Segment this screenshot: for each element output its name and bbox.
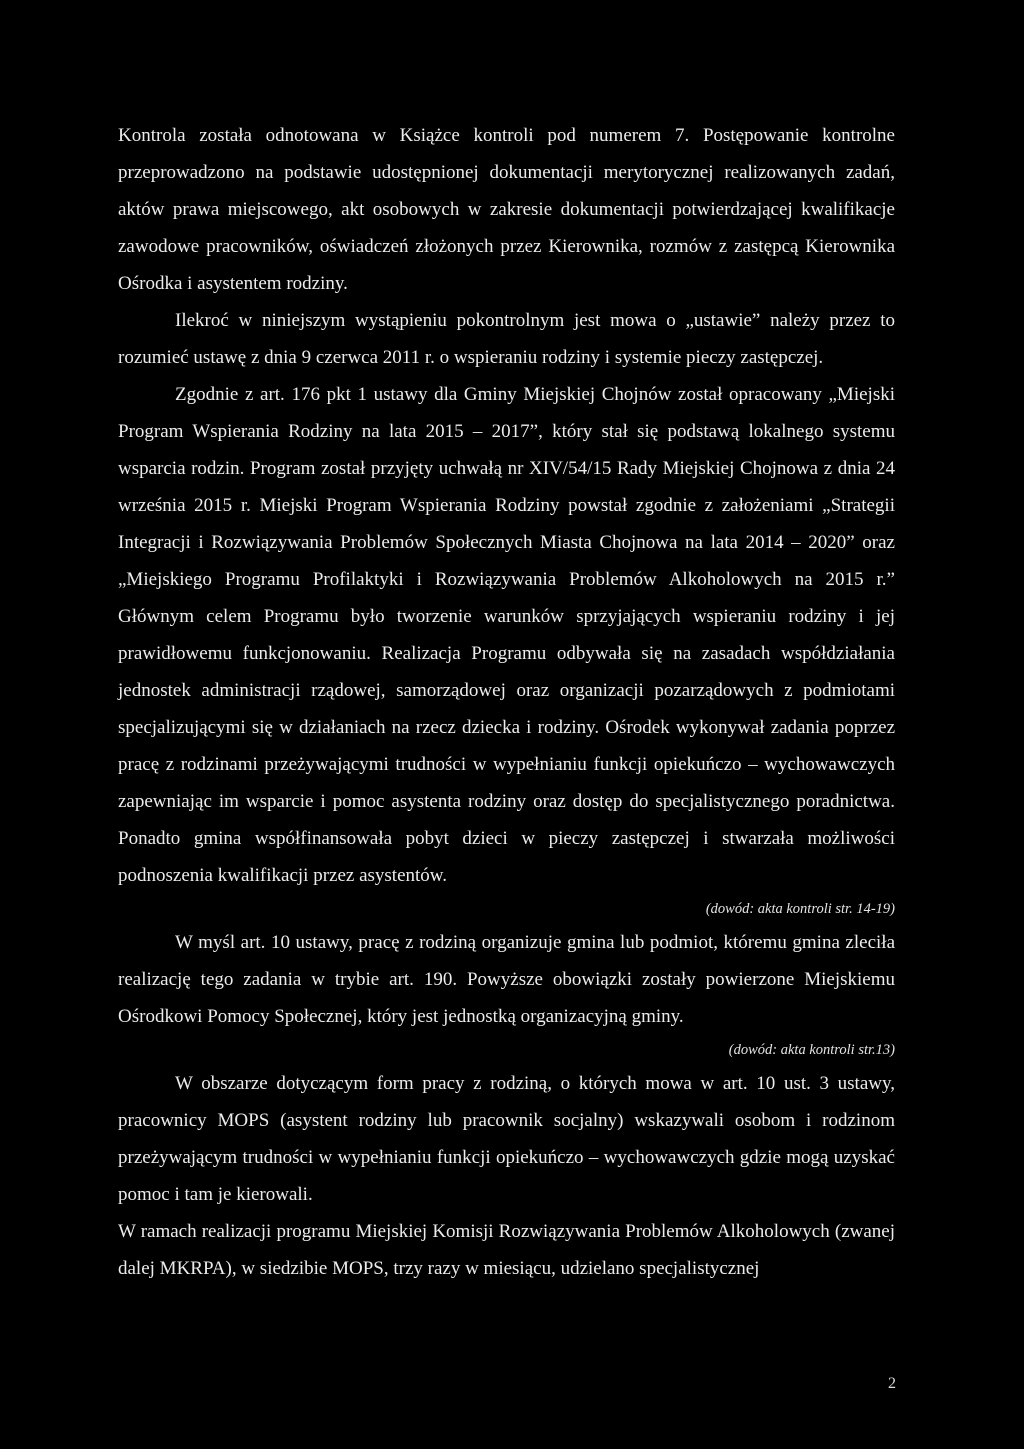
paragraph-control-intro: Kontrola została odnotowana w Książce kontroli pod numerem 7. Postępowanie kontrolne przeprowadzono na podstawie udostępnionej dokumentacji merytorycznej realizowanych zadań, aktów prawa miejscowego, akt osobowych w zakresie dokumentacji potwierdzającej kwalifikacje zawodowe pracowników, oświadczeń złożonych przez Kierownika, rozmów z zastępcą Kierownika Ośrodka i asystentem rodziny. — [118, 125, 895, 294]
evidence-note: (dowód: akta kontroli str. 14-19) — [705, 901, 895, 917]
evidence-note: (dowód: akta kontroli str.13) — [728, 1042, 895, 1058]
paragraph-art-10: W myśl art. 10 ustawy, pracę z rodziną organizuje gmina lub podmiot, któremu gmina zleciła realizację tego zadania w trybie art. 190. Powyższe obowiązki zostały powierzone Miejskiemu Ośrodkowi Pomocy Społecznej, który jest jednostką organizacyjną gminy. — [118, 932, 895, 1027]
paragraph-mkrpa: W ramach realizacji programu Miejskiej Komisji Rozwiązywania Problemów Alkoholowych (zwanej dalej MKRPA), w siedzibie MOPS, trzy razy w miesiącu, udzielano specjalistycznej — [118, 1221, 895, 1279]
paragraph-family-program: Zgodnie z art. 176 pkt 1 ustawy dla Gminy Miejskiej Chojnów został opracowany „Miejski Program Wspierania Rodziny na lata 2015 – 2017”, który stał się podstawą lokalnego systemu wsparcia rodzin. Program został przyjęty uchwałą nr XIV/54/15 Rady Miejskiej Chojnowa z dnia 24 września 2015 r. Miejski Program Wspierania Rodziny powstał zgodnie z założeniami „Strategii Integracji i Rozwiązywania Problemów Społecznych Miasta Chojnowa na lata 2014 – 2020” oraz „Miejskiego Programu Profilaktyki i Rozwiązywania Problemów Alkoholowych na 2015 r.” Głównym celem Programu było tworzenie warunków sprzyjających wspieraniu rodziny i jej prawidłowemu funkcjonowaniu. Realizacja Programu odbywała się na zasadach współdziałania jednostek administracji rządowej, samorządowej oraz organizacji pozarządowych z podmiotami specjalizującymi się w działaniach na rzecz dziecka i rodziny. Ośrodek wykonywał zadania poprzez pracę z rodzinami przeżywającymi trudności w wypełnianiu funkcji opiekuńczo – wychowawczych zapewniając im wsparcie i pomoc asystenta rodziny oraz dostęp do specjalistycznego poradnictwa. Ponadto gmina współfinansowała pobyt dzieci w pieczy zastępczej i stwarzała możliwości podnoszenia kwalifikacji przez asystentów. — [118, 384, 895, 886]
document-page — [118, 117, 895, 1287]
paragraph-act-definition: Ilekroć w niniejszym wystąpieniu pokontrolnym jest mowa o „ustawie” należy przez to rozumieć ustawę z dnia 9 czerwca 2011 r. o wspieraniu rodziny i systemie pieczy zastępczej. — [118, 310, 895, 368]
paragraph-forms-of-work: W obszarze dotyczącym form pracy z rodziną, o których mowa w art. 10 ust. 3 ustawy, pracownicy MOPS (asystent rodziny lub pracownik socjalny) wskazywali osobom i rodzinom przeżywającym trudności w wypełnianiu funkcji opiekuńczo – wychowawczych gdzie mogą uzyskać pomoc i tam je kierowali. — [118, 1073, 895, 1205]
page-number: 2 — [888, 1375, 896, 1392]
